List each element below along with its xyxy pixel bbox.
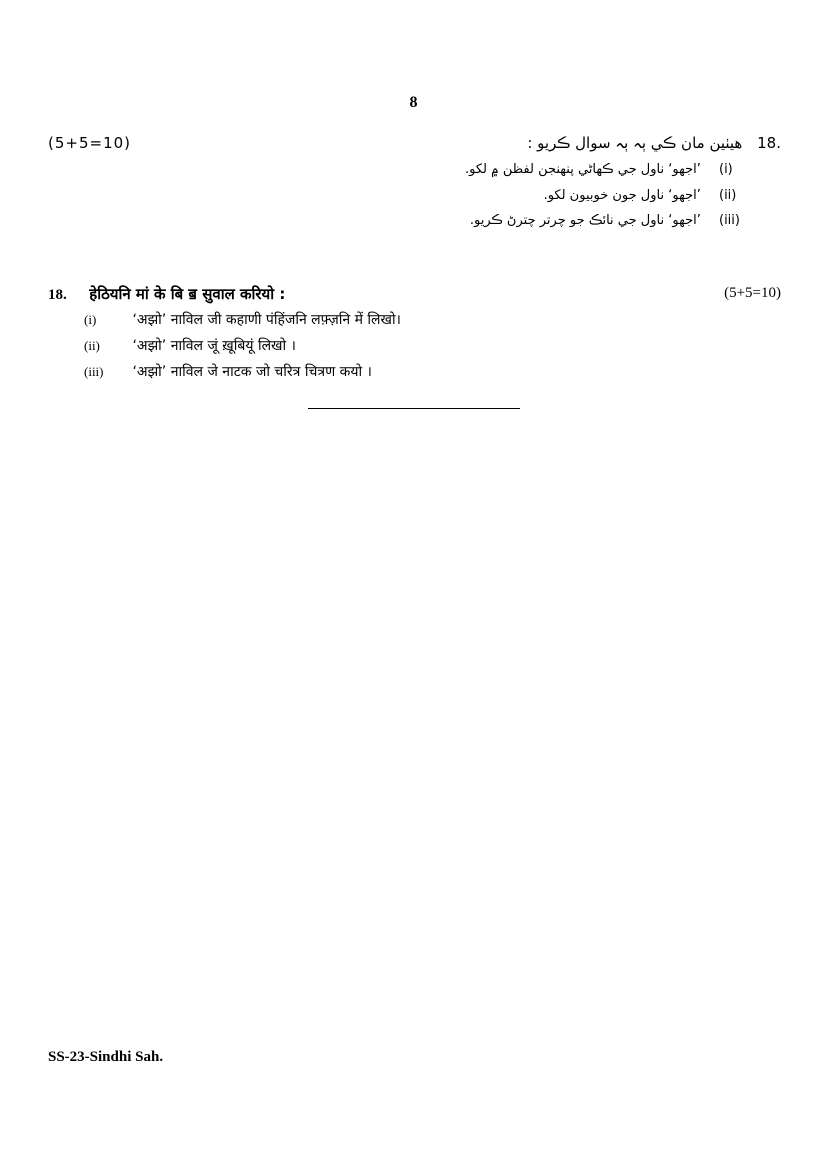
devanagari-item-number: (i): [84, 312, 97, 327]
devanagari-item-number: (iii): [84, 364, 104, 379]
sindhi-question-text: هيٺين مان ڪي ٻہ ٻہ سوال ڪريو :: [527, 134, 743, 152]
devanagari-question: [48, 284, 285, 304]
devanagari-item-text: ‘अझो’ नाविल जे नाटक जो चरित्र चित्रण कयो ।: [132, 364, 372, 380]
devanagari-item-3: [84, 362, 372, 381]
devanagari-question-number: 18.: [48, 287, 67, 303]
devanagari-question-text: हेठियनि मां के बि ॿ सुवाल करियो :: [89, 285, 286, 303]
end-divider: [308, 408, 520, 409]
sindhi-question: [527, 134, 781, 152]
page-number: 8: [409, 94, 418, 111]
footer-code: SS-23-Sindhi Sah.: [48, 1049, 164, 1065]
sindhi-question-number: 18.: [757, 134, 781, 152]
devanagari-item-text: ‘अझो’ नाविल जूं ख़ूबियूं लिखो ।: [132, 338, 296, 354]
sindhi-item-text: ’اجهو‘ ناول جي نائڪ جو چرتر چترڻ ڪريو.: [469, 213, 701, 228]
sindhi-item-number: (ii): [719, 188, 737, 203]
sindhi-item-text: ’اجهو‘ ناول جي ڪهاڻي پنهنجن لفظن ۾ لکو.: [464, 162, 701, 177]
sindhi-item-2: [544, 188, 743, 203]
devanagari-item-number: (ii): [84, 338, 100, 353]
sindhi-item-1: [465, 162, 743, 177]
sindhi-item-text: ’اجهو‘ ناول جون خوبيون لکو.: [543, 188, 701, 203]
devanagari-item-2: [84, 336, 296, 355]
sindhi-item-3: [470, 213, 743, 228]
sindhi-item-number: (iii): [719, 213, 740, 228]
devanagari-item-1: [84, 310, 401, 329]
devanagari-item-text: ‘अझो’ नाविल जी कहाणी पंहिंजनि लफ़्ज़नि में लिखो।: [132, 312, 401, 328]
devanagari-marks: (5+5=10): [724, 285, 781, 301]
sindhi-marks: (5+5=10): [48, 134, 132, 152]
sindhi-item-number: (i): [719, 162, 733, 177]
